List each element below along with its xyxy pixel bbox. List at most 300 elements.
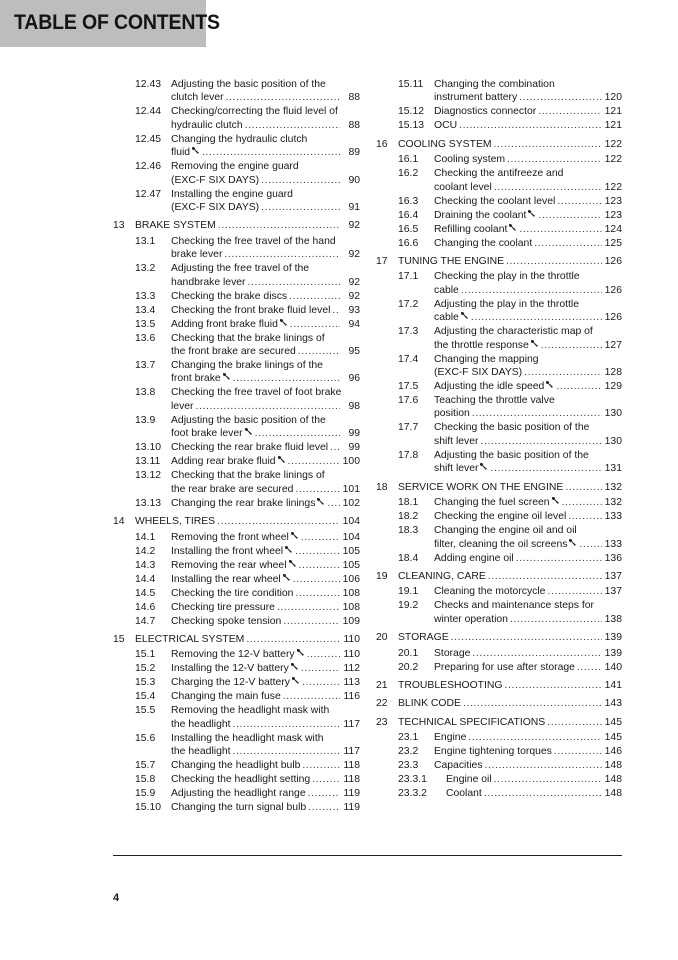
dot-leader [488,570,602,583]
wrench-icon [222,372,231,381]
toc-entry-page: 128 [604,367,622,379]
wrench-icon [568,538,577,547]
toc-entry-17-7[interactable] [376,421,622,448]
toc-entry-13-6[interactable] [113,332,360,359]
toc-entry-13-9[interactable] [113,414,360,441]
toc-entry-page: 130 [604,435,622,447]
toc-entry-title: OCU [434,120,458,132]
toc-entry-number: 14.6 [135,601,156,613]
toc-entry-15-3[interactable] [113,676,360,689]
toc-column-left [113,78,360,815]
toc-entry-title: clutch lever [171,92,224,104]
toc-entry-page: 127 [604,339,622,351]
toc-entry-page: 118 [343,774,360,786]
toc-entry-16-2[interactable] [376,167,622,194]
toc-entry-page: 133 [604,511,622,523]
toc-entry-13-8[interactable] [113,386,360,413]
toc-entry-title: Changing the rear brake linings [171,497,316,509]
toc-entry-23-2[interactable] [376,745,622,758]
toc-entry-number: 13.6 [135,332,156,344]
toc-entry-15-2[interactable] [113,662,360,675]
toc-entry-title: TECHNICAL SPECIFICATIONS [398,716,546,728]
toc-entry-title: (EXC-F SIX DAYS) [171,202,260,214]
toc-entry-20-2[interactable] [376,661,622,674]
toc-entry-number: 15.8 [135,774,156,786]
toc-entry-18-1[interactable] [376,496,622,509]
toc-entry-page: 116 [343,691,360,703]
toc-entry-title: Removing the headlight mask with [171,705,330,717]
toc-entry-title: Diagnostics connector [434,106,537,118]
toc-entry-number: 17.1 [398,271,419,283]
wrench-icon [530,339,539,348]
toc-entry-title: Adjusting the headlight range [171,788,306,800]
toc-entry-number: 14.4 [135,573,156,585]
toc-entry-15-6[interactable] [113,732,360,759]
toc-entry-page: 121 [604,106,622,118]
toc-entry-15-1[interactable] [113,648,360,661]
toc-entry-14-3[interactable] [113,559,360,572]
toc-entry-page: 91 [348,202,360,214]
toc-entry-14-6[interactable] [113,601,360,614]
footer-divider [113,855,622,856]
toc-entry-number: 15.5 [135,705,156,717]
toc-entry-page: 137 [604,570,622,582]
dot-leader [302,676,340,689]
toc-entry-page: 95 [348,346,360,358]
toc-entry-title: Changing the fuel screen [434,497,550,509]
toc-entry-23[interactable] [376,716,622,729]
toc-entry-16-6[interactable] [376,237,622,250]
toc-entry-14[interactable] [113,515,360,528]
header-bar [0,0,220,47]
toc-entry-page: 131 [604,463,622,475]
toc-entry-page: 102 [342,497,360,509]
toc-entry-number: 17.4 [398,353,419,365]
dot-leader [524,366,602,379]
toc-entry-number: 17.6 [398,395,419,407]
toc-entry-19-1[interactable] [376,585,622,598]
toc-entry-title: Removing the rear wheel [171,559,287,571]
dot-leader [494,773,602,786]
toc-entry-title: shift lever [434,435,479,447]
toc-entry-title: Teaching the throttle valve [434,395,555,407]
toc-entry-title: Coolant [446,788,482,800]
dot-leader [461,284,602,297]
toc-entry-title: foot brake lever [171,428,243,440]
toc-entry-number: 18 [376,481,388,493]
toc-entry-13-3[interactable] [113,290,360,303]
toc-entry-page: 93 [348,304,360,316]
toc-entry-number: 15.12 [398,106,425,118]
toc-entry-number: 17.8 [398,449,419,461]
toc-entry-number: 16.6 [398,237,419,249]
toc-entry-title: fluid [171,147,191,159]
dot-leader [290,318,340,331]
toc-entry-number: 17.3 [398,326,419,338]
toc-entry-15-7[interactable] [113,759,360,772]
toc-entry-page: 92 [348,249,360,261]
toc-entry-number: 16.5 [398,223,419,235]
toc-entry-19[interactable] [376,570,622,583]
toc-entry-number: 13.1 [135,235,156,247]
toc-entry-title: STORAGE [398,632,449,644]
toc-entry-page: 126 [604,256,622,268]
toc-entry-page: 132 [604,497,622,509]
toc-entry-number: 17.2 [398,298,419,310]
toc-entry-page: 120 [604,92,622,104]
toc-entry-number: 13.8 [135,387,156,399]
wrench-icon [508,223,517,232]
toc-entry-number: 23.2 [398,746,419,758]
dot-leader [302,759,340,772]
dot-leader [245,119,340,132]
toc-entry-number: 16.4 [398,209,419,221]
toc-entry-15-10[interactable] [113,801,360,814]
dot-leader [308,801,340,814]
toc-entry-14-1[interactable] [113,531,360,544]
toc-entry-19-2[interactable] [376,599,622,626]
dot-leader [246,633,340,646]
toc-entry-title: Checking the coolant level [434,195,556,207]
toc-entry-number: 13.5 [135,318,156,330]
dot-leader [534,237,602,250]
toc-entry-14-4[interactable] [113,573,360,586]
dot-leader [459,119,602,132]
toc-entry-title: Checking the tire condition [171,587,294,599]
toc-entry-17-1[interactable] [376,270,622,297]
toc-entry-14-2[interactable] [113,545,360,558]
dot-leader [562,496,602,509]
toc-entry-title: Engine [434,732,467,744]
toc-entry-number: 17.7 [398,422,419,434]
toc-entry-page: 126 [604,312,622,324]
dot-leader [547,716,602,729]
toc-entry-23-1[interactable] [376,731,622,744]
toc-entry-number: 15.9 [135,788,156,800]
toc-entry-15-5[interactable] [113,704,360,731]
toc-entry-page: 117 [343,718,360,730]
toc-entry-title: the front brake are secured [171,346,296,358]
wrench-icon [460,311,469,320]
dot-leader [557,195,602,208]
toc-entry-number: 16.3 [398,195,419,207]
toc-entry-17[interactable] [376,255,622,268]
toc-entry-13-12[interactable] [113,469,360,496]
dot-leader [332,304,340,317]
toc-entry-page: 104 [342,531,360,543]
toc-entry-13-4[interactable] [113,304,360,317]
dot-leader [295,587,340,600]
dot-leader [283,690,340,703]
dot-leader [312,773,340,786]
dot-leader [255,427,340,440]
dot-leader [507,153,602,166]
toc-entry-page: 101 [342,483,360,495]
toc-entry-page: 124 [604,223,622,235]
toc-entry-page: 94 [348,318,360,330]
toc-entry-title: Removing the front wheel [171,531,289,543]
toc-entry-title: Checking spoke tension [171,615,282,627]
toc-entry-page: 125 [604,237,622,249]
toc-entry-page: 146 [604,746,622,758]
toc-entry-page: 141 [604,679,622,691]
toc-entry-15-11[interactable] [376,78,622,105]
dot-leader [451,631,602,644]
toc-entry-title: Adding front brake fluid [171,318,278,330]
toc-entry-title: BRAKE SYSTEM [135,220,216,232]
toc-entry-title: cable [434,312,459,324]
toc-entry-number: 14.1 [135,531,156,543]
toc-entry-18-2[interactable] [376,510,622,523]
toc-entry-title: Changing the coolant [434,237,533,249]
toc-entry-17-6[interactable] [376,394,622,421]
toc-entry-title: Preparing for use after storage [434,661,575,673]
toc-entry-number: 14.5 [135,587,156,599]
dot-leader [295,483,340,496]
toc-entry-number: 15 [113,633,125,645]
toc-entry-18[interactable] [376,481,622,494]
toc-entry-number: 18.1 [398,497,419,509]
toc-entry-title: Checking/correcting the fluid level of [171,106,338,118]
toc-entry-20[interactable] [376,631,622,644]
toc-entry-title: Adjusting the characteristic map of [434,326,593,338]
toc-entry-page: 88 [348,119,360,131]
toc-entry-13-5[interactable] [113,318,360,331]
toc-entry-page: 90 [348,174,360,186]
wrench-icon [279,318,288,327]
toc-entry-title: Removing the engine guard [171,161,299,173]
toc-entry-page: 113 [343,677,360,689]
toc-entry-17-4[interactable] [376,353,622,380]
toc-entry-page: 139 [604,647,622,659]
dot-leader [471,311,602,324]
toc-entry-title: instrument battery [434,92,518,104]
dot-leader [505,679,603,692]
toc-entry-16-4[interactable] [376,209,622,222]
dot-leader [519,91,602,104]
toc-entry-page: 119 [343,802,360,814]
toc-entry-number: 13.9 [135,414,156,426]
dot-leader [516,552,602,565]
toc-entry-title: hydraulic clutch [171,119,243,131]
toc-entry-title: Checking that the brake linings of [171,332,325,344]
toc-entry-12-45[interactable] [113,133,360,160]
toc-entry-13-11[interactable] [113,455,360,468]
toc-entry-number: 13.12 [135,470,162,482]
toc-entry-13-2[interactable] [113,262,360,289]
toc-entry-title: Checking that the brake linings of [171,470,325,482]
toc-entry-title: TROUBLESHOOTING [398,679,503,691]
dot-leader [556,380,602,393]
toc-entry-page: 123 [604,209,622,221]
page-number: 4 [113,892,120,904]
dot-leader [490,462,602,475]
toc-entry-number: 20 [376,632,388,644]
toc-entry-page: 106 [342,573,360,585]
toc-entry-16[interactable] [376,138,622,151]
toc-entry-number: 12.45 [135,133,162,145]
toc-entry-16-3[interactable] [376,195,622,208]
toc-entry-page: 133 [604,538,622,550]
toc-entry-title: Changing the hydraulic clutch [171,133,308,145]
dot-leader [293,573,340,586]
toc-entry-17-5[interactable] [376,380,622,393]
toc-entry-number: 12.46 [135,161,162,173]
toc-entry-title: Checking the rear brake fluid level [171,442,329,454]
toc-entry-page: 104 [342,516,360,528]
toc-entry-23-3-1[interactable] [376,773,622,786]
toc-entry-number: 15.11 [398,79,424,90]
toc-entry-number: 19.2 [398,600,419,612]
toc-entry-15-12[interactable] [376,105,622,118]
wrench-icon [527,209,536,218]
toc-entry-22[interactable] [376,697,622,710]
wrench-icon [244,427,253,436]
toc-entry-title: Changing the headlight bulb [171,760,301,772]
dot-leader [233,718,340,731]
toc-entry-15[interactable] [113,633,360,646]
toc-entry-page: 122 [604,154,622,166]
dot-leader [233,372,340,385]
toc-entry-number: 13.2 [135,263,156,275]
toc-entry-title: Cleaning the motorcycle [434,586,546,598]
toc-entry-title: Adding rear brake fluid [171,456,276,468]
toc-entry-13[interactable] [113,219,360,232]
toc-entry-page: 112 [343,663,360,675]
dot-leader [565,481,602,494]
dot-leader [330,441,340,454]
dot-leader [295,545,340,558]
dot-leader [468,731,602,744]
toc-entry-title: Checking the brake discs [171,290,288,302]
toc-entry-title: Removing the 12-V battery [171,649,295,661]
toc-entry-title: Installing the rear wheel [171,573,281,585]
toc-entry-15-9[interactable] [113,787,360,800]
toc-entry-number: 16 [376,138,388,150]
toc-entry-number: 19 [376,570,388,582]
toc-entry-page: 130 [604,408,622,420]
toc-entry-page: 129 [604,381,622,393]
toc-entry-17-2[interactable] [376,298,622,325]
toc-entry-number: 13.11 [135,456,161,468]
toc-entry-12-46[interactable] [113,160,360,187]
toc-entry-15-4[interactable] [113,690,360,703]
dot-leader [547,585,602,598]
toc-entry-16-1[interactable] [376,153,622,166]
toc-entry-page: 145 [604,716,622,728]
toc-entry-20-1[interactable] [376,647,622,660]
toc-entry-title: winter operation [434,613,508,625]
toc-entry-number: 12.43 [135,79,162,90]
toc-entry-page: 92 [348,276,360,288]
toc-entry-13-13[interactable] [113,497,360,510]
toc-entry-21[interactable] [376,679,622,692]
toc-entry-page: 105 [342,545,360,557]
toc-entry-number: 13.3 [135,290,156,302]
toc-entry-page: 96 [348,373,360,385]
toc-entry-number: 17 [376,256,388,268]
dot-leader [288,455,340,468]
toc-entry-number: 20.2 [398,661,419,673]
toc-entry-14-5[interactable] [113,587,360,600]
toc-entry-12-44[interactable] [113,105,360,132]
toc-entry-page: 89 [348,147,360,159]
toc-entry-17-3[interactable] [376,325,622,352]
toc-entry-number: 15.13 [398,120,425,132]
toc-entry-page: 145 [604,732,622,744]
wrench-icon [291,676,300,685]
toc-entry-number: 23.3 [398,760,419,772]
toc-entry-13-10[interactable] [113,441,360,454]
wrench-icon [282,573,291,582]
toc-entry-number: 13.7 [135,360,156,372]
toc-entry-page: 148 [604,760,622,772]
toc-entry-15-8[interactable] [113,773,360,786]
toc-entry-number: 18.2 [398,511,419,523]
dot-leader [277,601,340,614]
toc-entry-17-8[interactable] [376,449,622,476]
toc-entry-title: Checking the headlight setting [171,774,311,786]
toc-entry-page: 138 [604,613,622,625]
toc-entry-23-3[interactable] [376,759,622,772]
toc-entry-title: TUNING THE ENGINE [398,256,505,268]
toc-entry-14-7[interactable] [113,615,360,628]
toc-entry-page: 122 [604,138,622,150]
toc-entry-title: Changing the brake linings of the [171,360,323,372]
toc-entry-page: 117 [343,746,360,758]
toc-entry-number: 21 [376,679,388,691]
dot-leader [472,647,602,660]
dot-leader [308,787,340,800]
toc-entry-number: 18.4 [398,552,419,564]
toc-entry-number: 16.1 [398,154,419,166]
toc-entry-title: Adjusting the basic position of the [434,449,589,461]
toc-entry-title: Checking the play in the throttle [434,271,580,283]
page-title: TABLE OF CONTENTS [14,11,220,34]
toc-entry-number: 15.2 [135,663,156,675]
toc-entry-title: Refilling coolant [434,223,508,235]
toc-entry-number: 14 [113,516,125,528]
toc-entry-page: 88 [348,92,360,104]
toc-entry-title: Changing the mapping [434,353,539,365]
toc-entry-page: 136 [604,552,622,564]
dot-leader [579,538,602,551]
toc-entry-title: Adding engine oil [434,552,514,564]
dot-leader [233,745,340,758]
toc-entry-title: Draining the coolant [434,209,527,221]
toc-entry-23-3-2[interactable] [376,787,622,800]
toc-entry-page: 99 [348,442,360,454]
toc-entry-18-4[interactable] [376,552,622,565]
toc-entry-page: 148 [604,774,622,786]
toc-entry-18-3[interactable] [376,524,622,551]
toc-entry-number: 15.1 [135,649,156,661]
dot-leader [307,648,340,661]
toc-entry-12-47[interactable] [113,188,360,215]
toc-entry-title: lever [171,400,194,412]
toc-entry-number: 14.2 [135,545,156,557]
toc-entry-16-5[interactable] [376,223,622,236]
toc-entry-13-7[interactable] [113,359,360,386]
toc-entry-title: (EXC-F SIX DAYS) [434,367,523,379]
toc-entry-title: Engine tightening torques [434,746,552,758]
toc-entry-12-43[interactable] [113,78,360,105]
toc-entry-title: BLINK CODE [398,698,461,710]
dot-leader [224,248,340,261]
toc-entry-15-13[interactable] [376,119,622,132]
toc-entry-13-1[interactable] [113,235,360,262]
dot-leader [298,345,340,358]
